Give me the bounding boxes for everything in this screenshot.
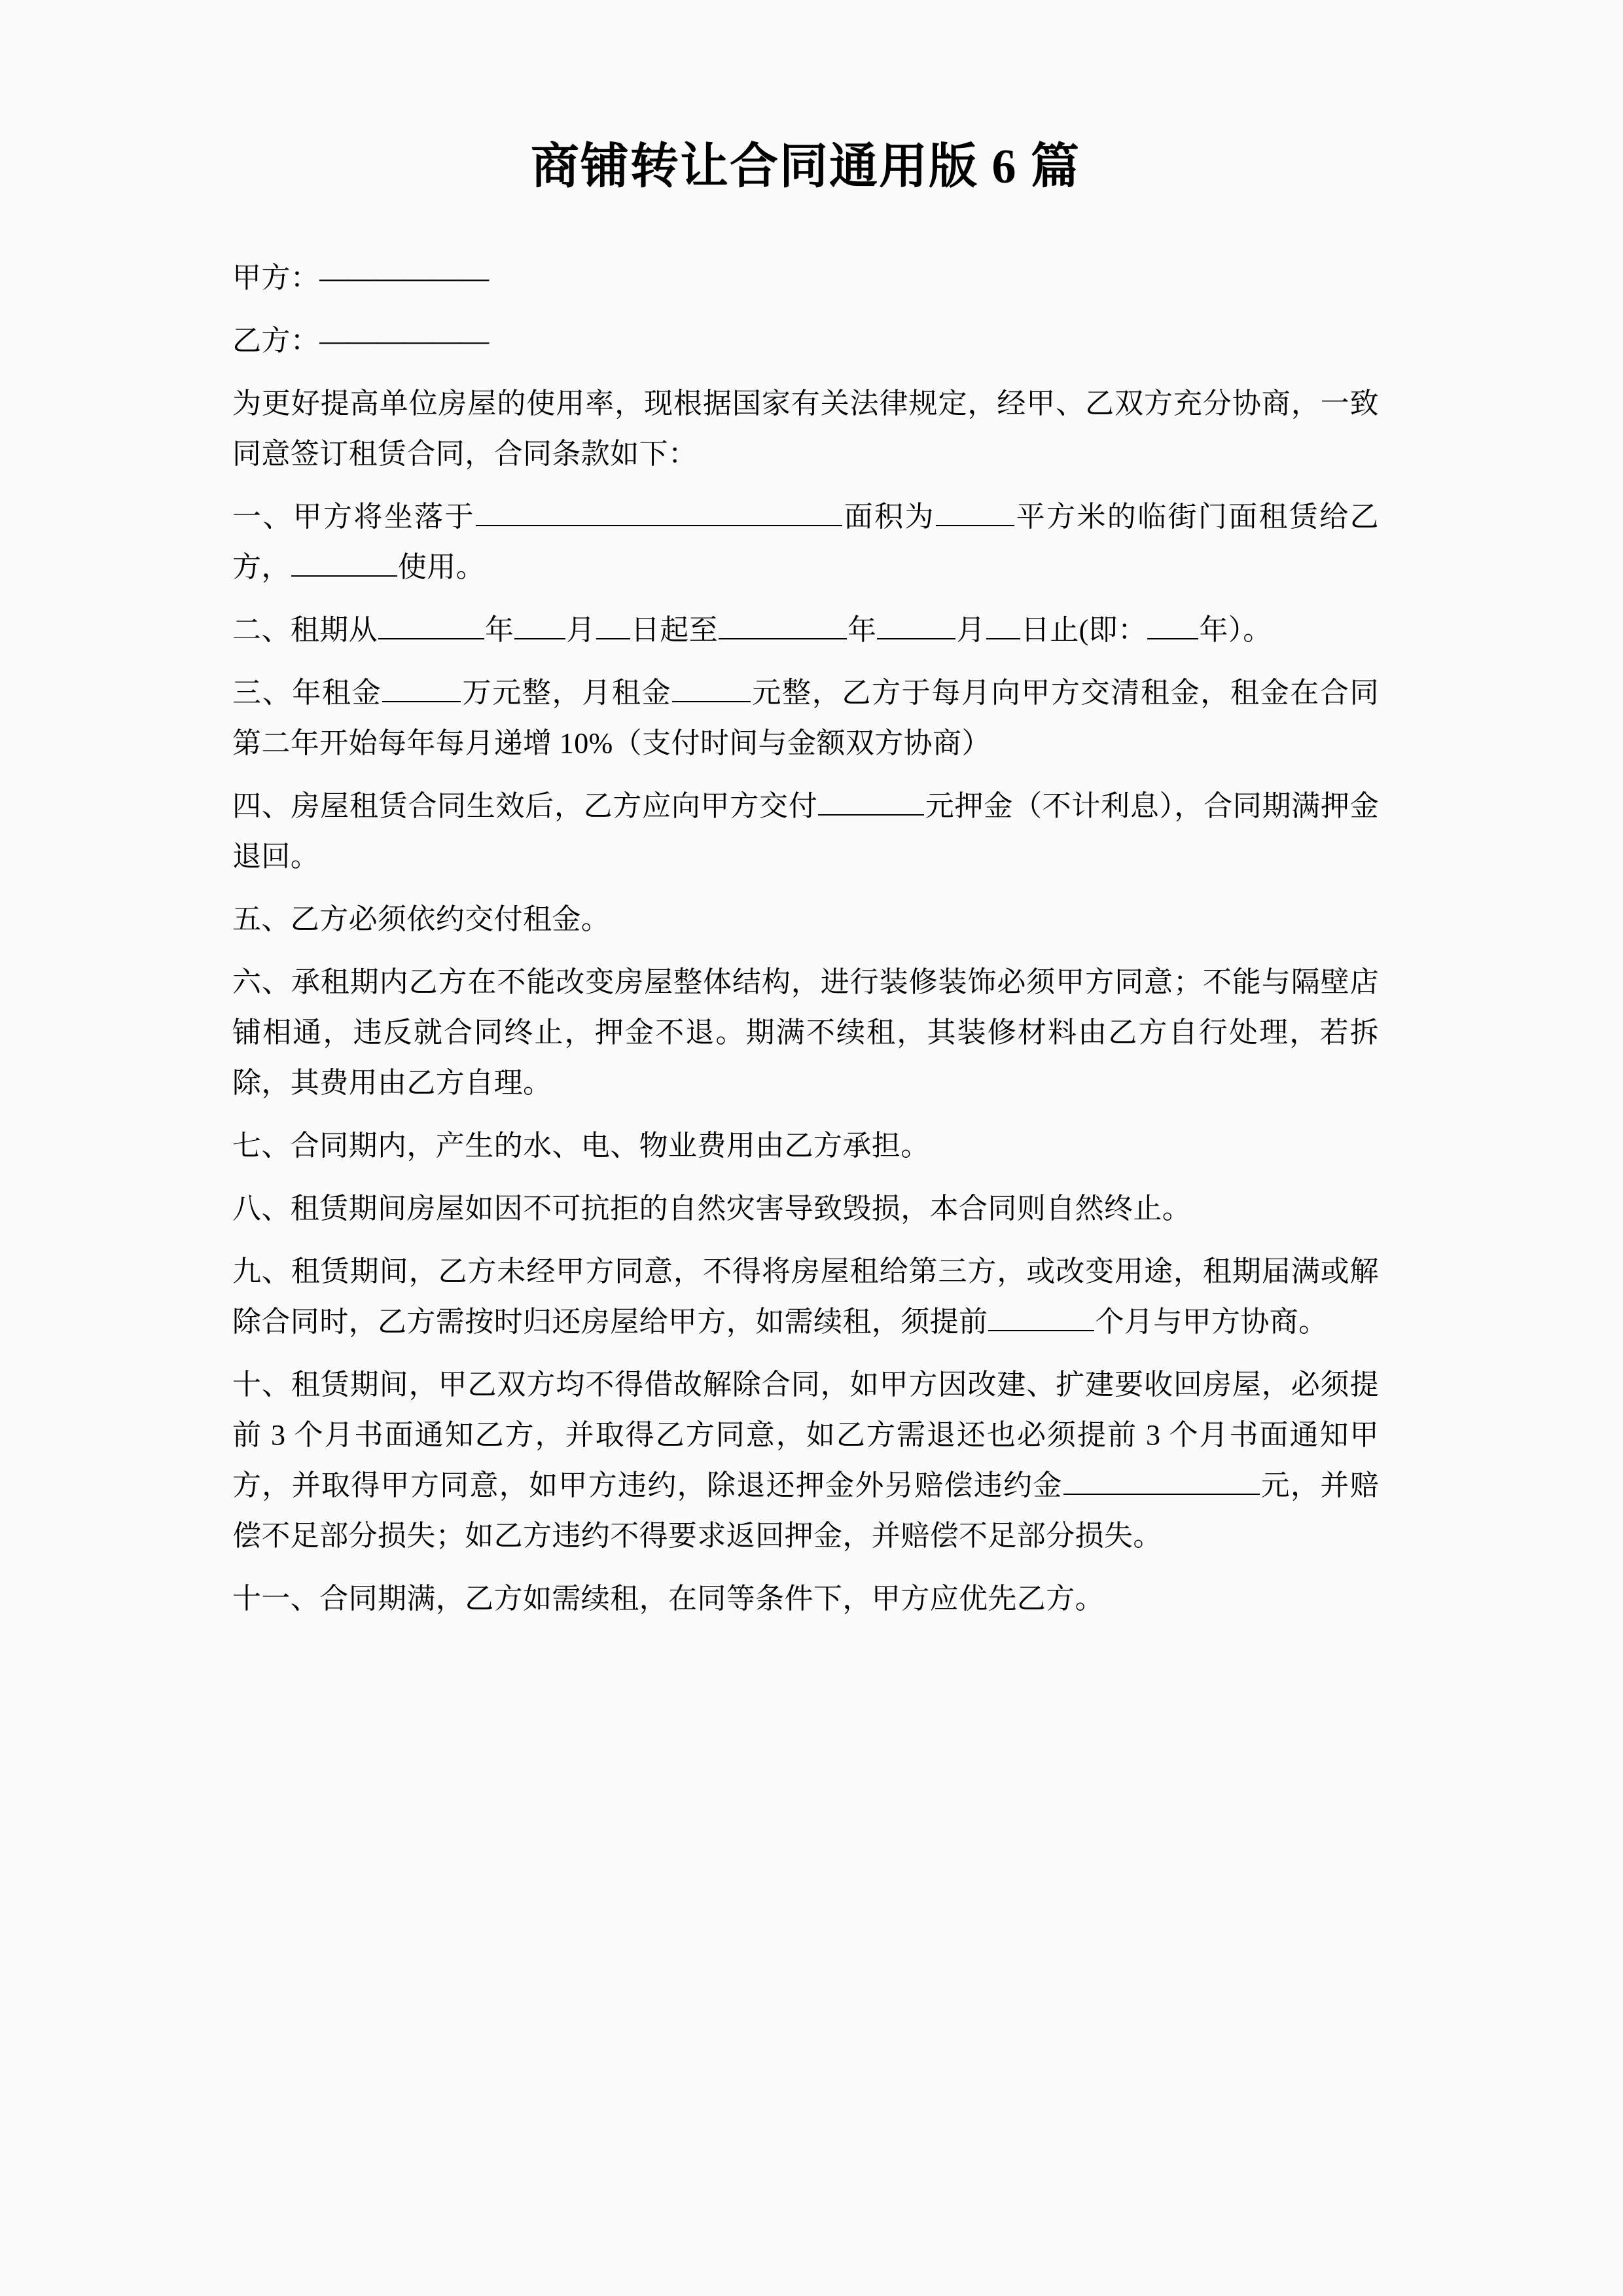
party-a-line xyxy=(232,253,1379,303)
clause-text: 使用。 xyxy=(397,551,486,584)
fill-in-blank[interactable] xyxy=(378,609,484,639)
clause-text: 万元整，月租金 xyxy=(461,677,672,709)
clause-text: 元，并赔偿不足部分损失；如乙方违约不得要求返回押金，并赔偿不足部分损失。 xyxy=(232,1469,1379,1552)
clause-text: 日止(即： xyxy=(1020,614,1147,647)
party-b-line xyxy=(232,315,1379,366)
fill-in-blank[interactable] xyxy=(596,609,630,639)
fill-in-blank[interactable] xyxy=(291,547,397,577)
clause-text: 元押金（不计利息），合同期满押金退回。 xyxy=(232,790,1380,873)
fill-in-blank[interactable] xyxy=(719,609,847,639)
fill-in-blank[interactable] xyxy=(986,609,1020,639)
fill-in-blank[interactable] xyxy=(382,672,461,702)
contract-body xyxy=(232,253,1379,1624)
clause-text: 日起至 xyxy=(630,614,719,647)
clause-text: 十一、合同期满，乙方如需续租，在同等条件下，甲方应优先乙方。 xyxy=(232,1583,1104,1615)
clause-text: 一、甲方将坐落于 xyxy=(232,501,475,533)
clause-paragraph xyxy=(232,1121,1379,1171)
clause-paragraph xyxy=(232,1573,1379,1624)
clause-paragraph xyxy=(232,1246,1379,1347)
fill-in-blank[interactable] xyxy=(988,1301,1094,1331)
clause-text: 三、年租金 xyxy=(232,677,382,709)
preamble-paragraph: 为更好提高单位房屋的使用率，现根据国家有关法律规定，经甲、乙双方充分协商，一致同意签订租赁合同，合同条款如下： xyxy=(232,387,1379,471)
party-a-label: 甲方： xyxy=(232,262,320,295)
clause-text: 年 xyxy=(485,614,514,647)
clause-paragraph xyxy=(232,668,1379,768)
clause-text: 元整，乙方于每月向甲方交清租金，租金在合同第二年开始每年每月递增 10%（支付时间与金额双方协商） xyxy=(232,677,1379,760)
clause-text: 四、房屋租赁合同生效后，乙方应向甲方交付 xyxy=(232,790,818,823)
clause-paragraph xyxy=(232,1183,1379,1234)
fill-in-blank[interactable] xyxy=(514,609,565,639)
clause-text: 二、租期从 xyxy=(232,614,378,647)
clause-text: 年）。 xyxy=(1199,614,1272,647)
fill-in-blank[interactable] xyxy=(1147,609,1198,639)
clause-text: 年 xyxy=(847,614,877,647)
fill-in-blank[interactable] xyxy=(877,609,955,639)
clause-text: 六、承租期内乙方在不能改变房屋整体结构，进行装修装饰必须甲方同意；不能与隔壁店铺相通，违反就合同终止，押金不退。期满不续租，其装修材料由乙方自行处理，若拆除，其费用由乙方自理。 xyxy=(232,966,1379,1100)
party-a-blank: —————— xyxy=(319,262,489,295)
fill-in-blank[interactable] xyxy=(476,496,842,526)
page-title: 商铺转让合同通用版 6 篇 xyxy=(531,140,1080,194)
page-content-column xyxy=(232,0,1379,1624)
clause-text: 个月与甲方协商。 xyxy=(1095,1306,1328,1338)
clause-text: 面积为 xyxy=(842,501,935,533)
fill-in-blank[interactable] xyxy=(1063,1465,1260,1495)
fill-in-blank[interactable] xyxy=(818,785,924,816)
fill-in-blank[interactable] xyxy=(936,496,1014,526)
clause-text: 七、合同期内，产生的水、电、物业费用由乙方承担。 xyxy=(232,1130,930,1162)
clause-text: 八、租赁期间房屋如因不可抗拒的自然灾害导致毁损，本合同则自然终止。 xyxy=(232,1193,1192,1225)
clause-paragraph xyxy=(232,1359,1379,1561)
clause-text: 五、乙方必须依约交付租金。 xyxy=(232,903,611,936)
clause-paragraph xyxy=(232,894,1379,944)
clause-paragraph xyxy=(232,605,1379,655)
clause-paragraph xyxy=(232,492,1379,592)
clause-text: 月 xyxy=(566,614,596,647)
party-b-blank: —————— xyxy=(319,325,489,357)
party-b-label: 乙方： xyxy=(232,325,320,357)
clause-text: 十、租赁期间，甲乙双方均不得借故解除合同，如甲方因改建、扩建要收回房屋，必须提前 3 个月书面通知乙方，并取得乙方同意，如乙方需退还也必须提前 3 个月书面通知甲方，并取得甲方同意，如甲方违约，除退还押金外另赔偿违约金 xyxy=(232,1369,1379,1502)
clause-paragraph xyxy=(232,781,1379,882)
fill-in-blank[interactable] xyxy=(672,672,751,702)
clause-list xyxy=(232,492,1379,1624)
clause-text: 九、租赁期间，乙方未经甲方同意，不得将房屋租给第三方，或改变用途，租期届满或解除合同时，乙方需按时归还房屋给甲方，如需续租，须提前 xyxy=(232,1255,1379,1338)
clause-paragraph xyxy=(232,957,1379,1108)
clause-text: 平方米的临街门面租赁给乙方， xyxy=(232,501,1379,584)
clause-text: 月 xyxy=(956,614,986,647)
